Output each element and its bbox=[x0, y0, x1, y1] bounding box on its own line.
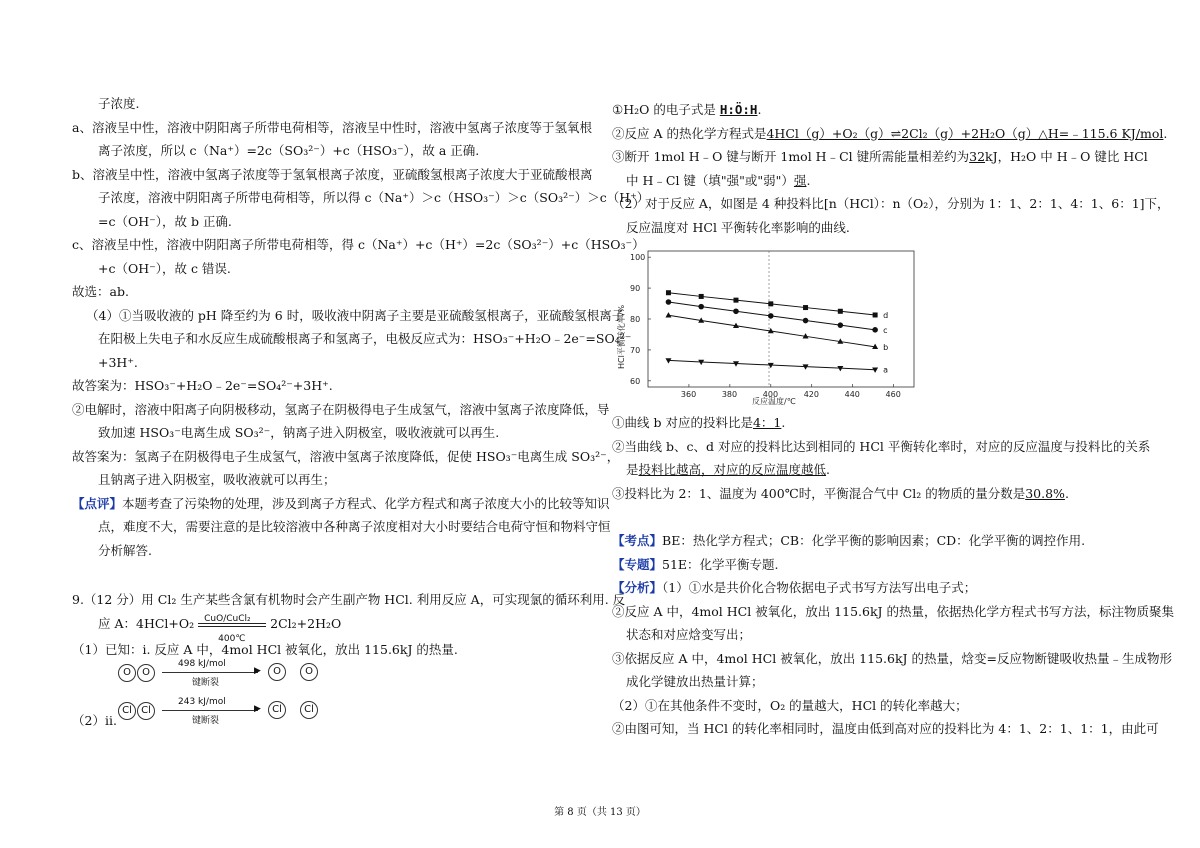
o2-bond-diagram bbox=[118, 659, 594, 693]
data-point-c bbox=[698, 304, 704, 310]
text: kJ，H₂O 中 H﹣O 键比 HCl bbox=[985, 149, 1148, 164]
text-line: ②电解时，溶液中阳离子向阴极移动，氢离子在阴极得电子生成氢气，溶液中氢离子浓度降低，导 bbox=[72, 401, 610, 417]
data-point-d bbox=[666, 290, 671, 295]
text: ①曲线 b 对应的投料比是 bbox=[612, 415, 753, 430]
blank-answer: 32 bbox=[969, 149, 986, 164]
text-line: （4）①当吸收液的 pH 降至约为 6 时，吸收液中阴离子主要是亚硫酸氢根离子，亚硫酸氢根离子 bbox=[86, 307, 625, 323]
answer-line bbox=[612, 169, 1152, 193]
text-line: （2）对于反应 A，如图是 4 种投料比[n（HCl）：n（O₂），分别为 1：1、2：1、4：1、6：1]下， bbox=[612, 196, 1170, 211]
answer-line bbox=[612, 458, 1152, 482]
text: ③断开 1mol H﹣O 键与断开 1mol H﹣Cl 键所需能量相差约为 bbox=[612, 149, 970, 164]
text: （1）①水是共价化合物依据电子式书写方法写出电子式； bbox=[662, 580, 977, 595]
reaction-a-left: 应 A：4HCl+O₂ bbox=[98, 615, 195, 631]
blank-answer: 30.8% bbox=[1025, 485, 1065, 501]
fenxi-tag: 【分析】 bbox=[612, 580, 663, 595]
text-line: +c（OH⁻），故 c 错误. bbox=[98, 260, 231, 276]
text: ②反应 A 的热化学方程式是 bbox=[612, 125, 767, 141]
x-tick-label: 360 bbox=[680, 390, 697, 399]
text-line: +3H⁺. bbox=[98, 354, 138, 370]
thermo-equation: 4HCl（g）+O₂（g）⇌2Cl₂（g）+2H₂O（g）△H=﹣115.6 KJ/mol bbox=[766, 125, 1164, 141]
review-text: 本题考查了污染物的处理，涉及到离子方程式、化学方程式和离子浓度大小的比较等知识 bbox=[122, 495, 610, 511]
text-line: （2）①在其他条件不变时，O₂ 的量越大，HCl 的转化率越大； bbox=[612, 697, 968, 713]
question-9-line: 9.（12 分）用 Cl₂ 生产某些含氯有机物时会产生副产物 HCl. 利用反应 A，可实现氯的循环利用. 反 bbox=[72, 592, 626, 607]
y-tick-label: 100 bbox=[630, 253, 646, 263]
spacer bbox=[612, 505, 1152, 529]
cl-atom-icon: Cl bbox=[300, 701, 318, 719]
arrow-head-icon: ▶ bbox=[254, 666, 261, 676]
text-line: 故答案为：HSO₃⁻+H₂O﹣2e⁻=SO₄²⁻+3H⁺. bbox=[72, 378, 333, 393]
data-point-d bbox=[873, 312, 878, 317]
text: . bbox=[806, 172, 811, 188]
data-point-c bbox=[733, 308, 739, 314]
answer-line bbox=[612, 122, 1168, 146]
bond-break-label: 键断裂 bbox=[192, 678, 220, 688]
x-tick-label: 400 bbox=[762, 390, 779, 399]
equilibrium-condition bbox=[198, 614, 266, 644]
kaodian-tag: 【考点】 bbox=[612, 533, 663, 548]
text-line: 离子浓度，所以 c（Na⁺）=2c（SO₃²⁻）+c（HSO₃⁻），故 a 正确. bbox=[98, 143, 480, 158]
text-line: 分析解答. bbox=[98, 542, 152, 558]
arrow-icon bbox=[162, 672, 258, 673]
text: 中 H﹣Cl 键（填"强"或"弱"） bbox=[626, 172, 794, 188]
text-line: 子浓度. bbox=[98, 96, 140, 111]
blank-answer: 强 bbox=[793, 172, 807, 188]
series-label-d: d bbox=[883, 310, 889, 320]
hcl-conversion-chart bbox=[612, 241, 922, 409]
series-label-c: c bbox=[883, 325, 888, 335]
arrow-icon bbox=[162, 710, 258, 711]
text: BE：热化学方程式；CB：化学平衡的影响因素；CD：化学平衡的调控作用. bbox=[662, 533, 1086, 548]
x-axis-label: 反应温度/℃ bbox=[752, 397, 796, 406]
text-line: a、溶液呈中性，溶液中阴阳离子所带电荷相等，溶液呈中性时，溶液中氢离子浓度等于氢氧根 bbox=[72, 119, 592, 135]
blank-answer: 投料比越高，对应的反应温度越低 bbox=[638, 462, 827, 477]
text: . bbox=[826, 462, 831, 477]
bond-energy-label: 243 kJ/mol bbox=[178, 697, 226, 707]
text-line: ③依据反应 A 中，4mol HCl 被氧化，放出 115.6kJ 的热量，焓变=反应物断键吸收热量﹣生成物形 bbox=[612, 650, 1173, 666]
text: . bbox=[781, 415, 786, 430]
text-line: 且钠离子进入阴极室，吸收液就可以再生； bbox=[98, 472, 336, 487]
reaction-a-line bbox=[72, 612, 594, 644]
text: ③投料比为 2：1、温度为 400℃时，平衡混合气中 Cl₂ 的物质的量分数是 bbox=[612, 485, 1026, 501]
y-tick-label: 80 bbox=[630, 315, 641, 324]
text-line: 状态和对应焓变写出； bbox=[626, 627, 752, 642]
data-point-c bbox=[666, 299, 672, 305]
kaodian-line bbox=[612, 529, 1152, 553]
text-line: （1）已知：i. 反应 A 中，4mol HCl 被氧化，放出 115.6kJ 的热量. bbox=[72, 641, 458, 657]
electron-formula: H:Ö:H bbox=[719, 102, 758, 117]
bond-break-label: 键断裂 bbox=[192, 716, 220, 726]
fenxi-line bbox=[612, 576, 1152, 600]
text-line: 故选：ab. bbox=[72, 284, 129, 299]
text-line: c、溶液呈中性，溶液中阴阳离子所带电荷相等，得 c（Na⁺）+c（H⁺）=2c（SO₃²⁻）+c（HSO₃⁻） bbox=[72, 237, 645, 252]
y-tick-label: 90 bbox=[630, 284, 641, 294]
text: 是 bbox=[626, 462, 639, 477]
y-axis-label: HCl平衡转化率/% bbox=[617, 304, 626, 369]
text-line: =c（OH⁻），故 b 正确. bbox=[98, 213, 232, 229]
o-atom-icon: O bbox=[300, 663, 318, 681]
data-point-d bbox=[768, 301, 773, 306]
cl2-bond-diagram bbox=[72, 697, 594, 731]
temperature-label: 400℃ bbox=[218, 634, 246, 644]
cl-atom-icon: Cl bbox=[137, 702, 155, 720]
data-point-d bbox=[838, 309, 843, 314]
x-tick-label: 460 bbox=[885, 390, 901, 399]
y-tick-label: 70 bbox=[630, 345, 641, 355]
data-point-c bbox=[838, 322, 844, 328]
spacer bbox=[72, 562, 594, 588]
text-line: ②由图可知，当 HCl 的转化率相同时，温度由低到高对应的投料比为 4：1、2：1、1：1，由此可 bbox=[612, 721, 1159, 736]
part-ii-label: （2）ii. bbox=[72, 713, 117, 728]
cl-atom-icon: Cl bbox=[268, 701, 286, 719]
bond-energy-label: 498 kJ/mol bbox=[178, 659, 226, 669]
series-label-b: b bbox=[883, 342, 889, 352]
text: 51E：化学平衡专题. bbox=[662, 556, 779, 572]
data-point-c bbox=[768, 313, 774, 319]
data-point-d bbox=[733, 298, 738, 303]
text: . bbox=[757, 102, 762, 117]
catalyst-label: CuO/CuCl₂ bbox=[204, 614, 251, 624]
text-line: 点，难度不大，需要注意的是比较溶液中各种离子浓度相对大小时要结合电荷守恒和物料守恒 bbox=[98, 519, 611, 534]
o-atom-icon: O bbox=[268, 663, 286, 681]
text-line: ②当曲线 b、c、d 对应的投料比达到相同的 HCl 平衡转化率时，对应的反应温度与投料比的关系 bbox=[612, 438, 1151, 454]
text-line: ②反应 A 中，4mol HCl 被氧化，放出 115.6kJ 的热量，依据热化学方程式书写方法，标注物质聚集 bbox=[612, 603, 1175, 619]
series-label-a: a bbox=[883, 365, 889, 375]
blank-answer: 4：1 bbox=[752, 415, 782, 430]
zhuanti-tag: 【专题】 bbox=[612, 556, 663, 572]
o-atom-icon: O bbox=[118, 664, 136, 682]
text-line: 致加速 HSO₃⁻电离生成 SO₃²⁻，钠离子进入阴极室，吸收液就可以再生. bbox=[98, 425, 500, 440]
text: . bbox=[1064, 485, 1069, 501]
data-point-d bbox=[699, 294, 704, 299]
answer-line bbox=[612, 98, 1152, 122]
arrow-head-icon: ▶ bbox=[254, 704, 261, 714]
text-line: 故答案为：氢离子在阴极得电子生成氢气，溶液中氢离子浓度降低，促使 HSO₃⁻电离生成 SO₃²⁻， bbox=[72, 448, 620, 464]
x-tick-label: 420 bbox=[803, 390, 819, 399]
text-line: 反应温度对 HCl 平衡转化率影响的曲线. bbox=[626, 219, 850, 235]
y-tick-label: 60 bbox=[630, 376, 641, 386]
text-line: b、溶液呈中性，溶液中氢离子浓度等于氢氧根离子浓度，亚硫酸氢根离子浓度大于亚硫酸根离 bbox=[72, 166, 593, 182]
text-line: 在阳极上失电子和水反应生成硫酸根离子和氢离子，电极反应式为：HSO₃⁻+H₂O﹣2e⁻=SO₄²⁻ bbox=[98, 331, 632, 346]
data-point-c bbox=[872, 327, 878, 333]
data-point-d bbox=[803, 305, 808, 310]
x-tick-label: 380 bbox=[721, 390, 738, 399]
answer-line bbox=[612, 145, 1152, 169]
o-atom-icon: O bbox=[137, 664, 155, 682]
plot-area bbox=[648, 251, 914, 387]
equals-line bbox=[198, 626, 266, 627]
text-line: 成化学键放出热量计算； bbox=[626, 674, 764, 689]
answer-line bbox=[612, 411, 1152, 435]
zhuanti-line bbox=[612, 553, 1152, 577]
data-point-c bbox=[803, 318, 809, 324]
cl-atom-icon: Cl bbox=[118, 702, 136, 720]
answer-line bbox=[612, 482, 1152, 506]
review-line bbox=[72, 492, 610, 516]
review-tag: 【点评】 bbox=[72, 495, 123, 511]
right-column bbox=[612, 98, 1175, 741]
x-tick-label: 440 bbox=[844, 390, 860, 399]
page-footer: 第 8 页（共 13 页） bbox=[554, 807, 646, 818]
reaction-a-right: 2Cl₂+2H₂O bbox=[270, 615, 342, 631]
text: . bbox=[1163, 125, 1168, 141]
text-line: 子浓度，溶液中阴阳离子所带电荷相等，所以得 c（Na⁺）＞c（HSO₃⁻）＞c（SO₃²⁻）＞c（H⁺） bbox=[98, 190, 650, 205]
text: ①H₂O 的电子式是 bbox=[612, 102, 716, 117]
equals-line bbox=[198, 623, 266, 624]
